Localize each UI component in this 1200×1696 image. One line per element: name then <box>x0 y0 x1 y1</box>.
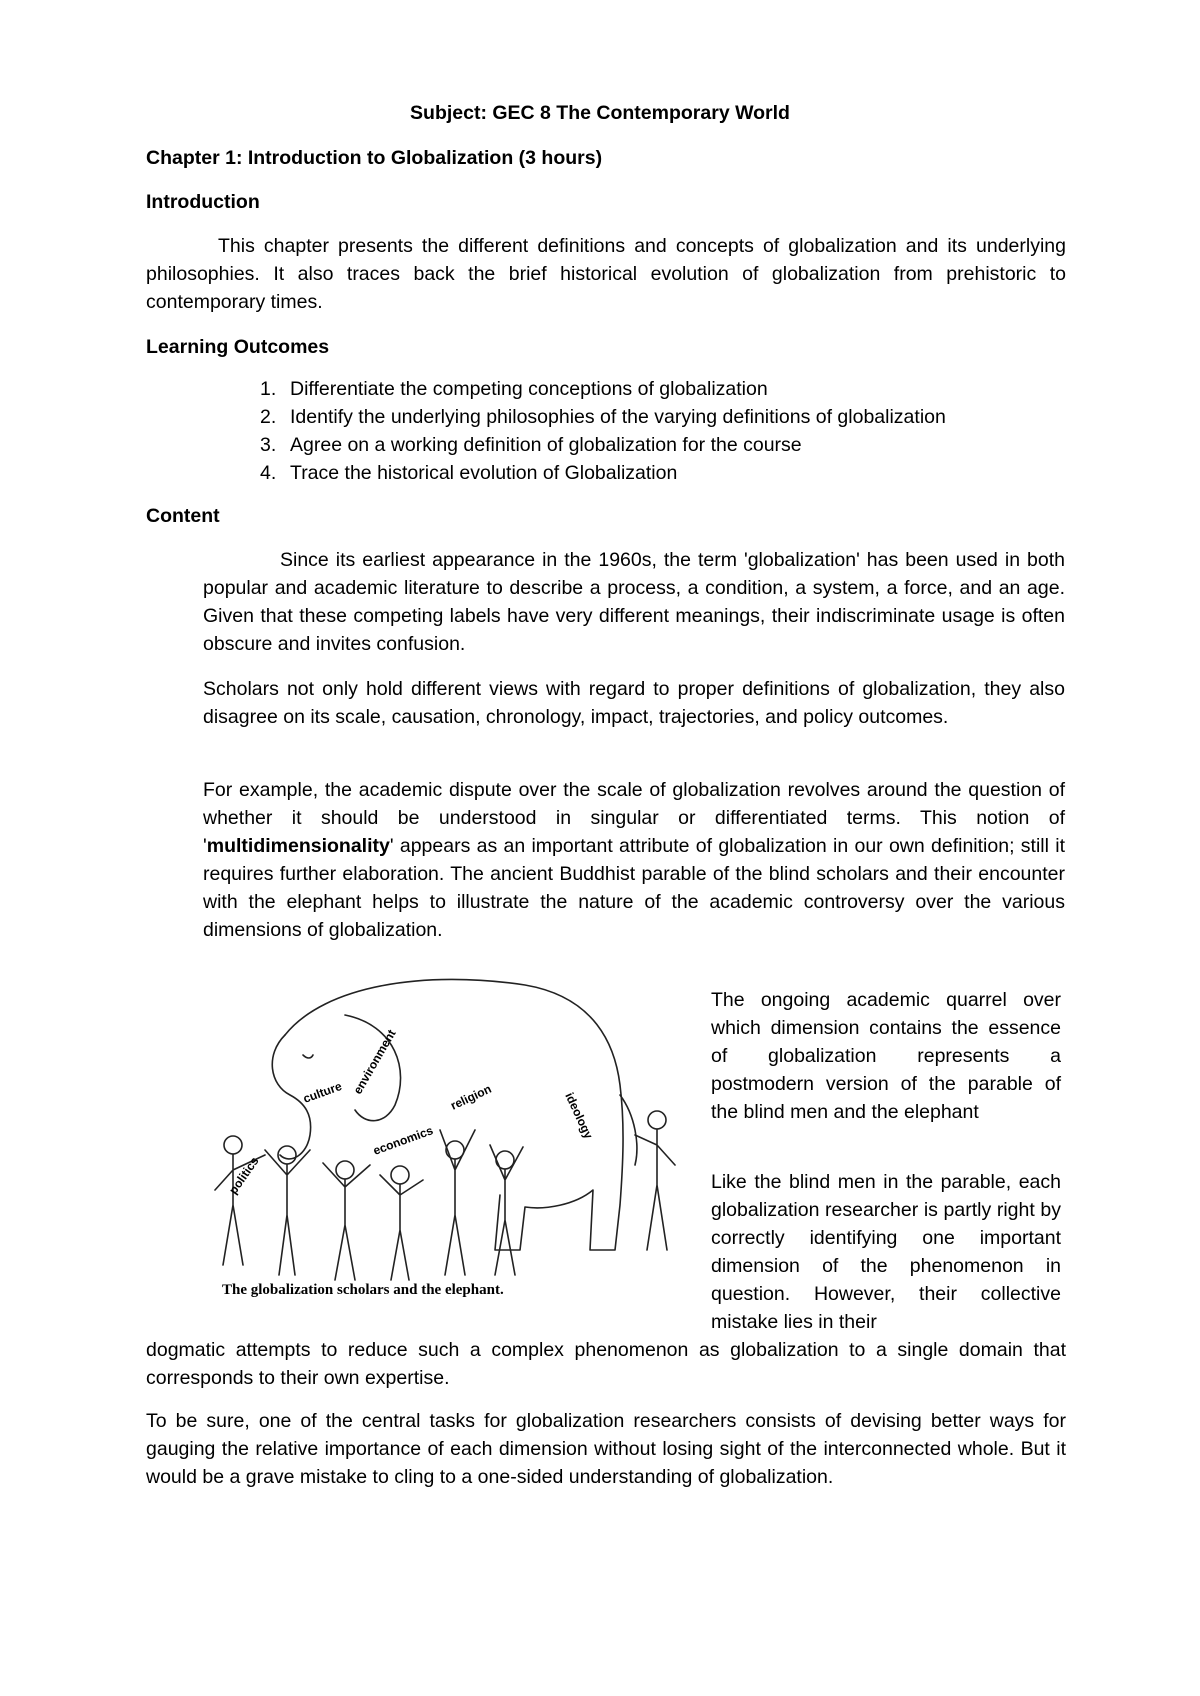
content-heading: Content <box>146 505 220 527</box>
chapter-heading: Chapter 1: Introduction to Globalization (3 hours) <box>146 147 603 169</box>
content-paragraph-1: Since its earliest appearance in the 1960s, the term 'globalization' has been used in both popular and academic literature to describe a process, a condition, a system, a force, and an age. Given that these competing labels have very different meanings, their indiscriminate usage is often obscure and invites confusion. <box>203 549 1065 655</box>
multidimensionality-term: multidimensionality <box>206 835 390 857</box>
label-culture: culture <box>301 1078 344 1106</box>
closing-paragraph: To be sure, one of the central tasks for globalization researchers consists of devising better ways for gauging the relative importance of each dimension without losing sight of the interconnected whole. But it would be a grave mistake to cling to a one-sided understanding of globalization. <box>146 1410 1066 1488</box>
content-paragraph-4: dogmatic attempts to reduce such a complex phenomenon as globalization to a single domain that corresponds to their own expertise. <box>146 1339 1066 1389</box>
subject-title: Subject: GEC 8 The Contemporary World <box>410 102 790 124</box>
list-item: 3. Agree on a working definition of globalization for the course <box>260 434 802 456</box>
learning-outcomes-heading: Learning Outcomes <box>146 336 330 358</box>
introduction-paragraph: This chapter presents the different definitions and concepts of globalization and its underlying philosophies. It also traces back the brief historical evolution of globalization from prehistoric to contemporary times. <box>146 235 1066 313</box>
list-item: 1. Differentiate the competing conceptions of globalization <box>260 378 768 400</box>
label-politics: politics <box>225 1154 262 1197</box>
list-item: 4. Trace the historical evolution of Globalization <box>260 462 678 484</box>
introduction-heading: Introduction <box>146 191 260 213</box>
scholar-figures <box>215 1111 675 1280</box>
side-paragraph-2: Like the blind men in the parable, each globalization researcher is partly right by correctly identifying one important dimension of the phenomenon in question. However, their collective mistake lies in their <box>711 1171 1061 1333</box>
side-paragraph-1: The ongoing academic quarrel over which dimension contains the essence of globalization represents a postmodern version of the parable of the blind men and the elephant <box>711 989 1061 1123</box>
label-environment: environment <box>350 1027 399 1097</box>
list-item: 2. Identify the underlying philosophies of the varying definitions of globalization <box>260 406 946 428</box>
learning-outcomes-list <box>260 375 1082 487</box>
label-religion: religion <box>448 1081 494 1113</box>
label-economics: economics <box>371 1123 435 1158</box>
label-ideology: ideology <box>562 1090 596 1141</box>
figure-caption: The globalization scholars and the elephant. <box>222 1282 504 1298</box>
content-paragraph-3: For example, the academic dispute over the scale of globalization revolves around the question of whether it should be understood in singular or differentiated terms. This notion of 'multidimensionality' appears as an important attribute of globalization in our own definition; still it requires further elaboration. The ancient Buddhist parable of the blind scholars and their encounter with the elephant helps to illustrate the nature of the academic controversy over the various dimensions of globalization. <box>203 779 1065 941</box>
content-paragraph-2: Scholars not only hold different views with regard to proper definitions of globalization, they also disagree on its scale, causation, chronology, impact, trajectories, and policy outcomes. <box>203 678 1065 728</box>
elephant-illustration <box>195 975 695 1305</box>
